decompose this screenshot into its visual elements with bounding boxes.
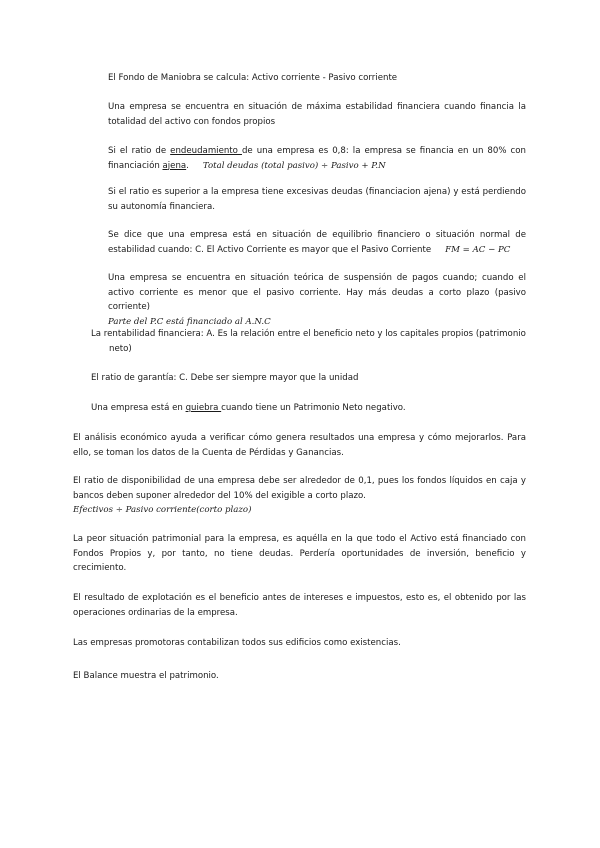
- paragraph-equilibrio-financiero: [108, 228, 526, 257]
- text-segment: cuando tiene un Patrimonio Neto negativo.: [221, 403, 406, 413]
- underlined-term-quiebra: quiebra: [185, 403, 222, 413]
- paragraph-ratio-garantia: El ratio de garantía: C. Debe ser siempre mayor que la unidad: [91, 373, 359, 383]
- text-segment: Una empresa se encuentra en situación teórica de suspensión de pagos cuando; cuando el activo corriente es menor que el pasivo corriente. Hay más deudas a corto plazo (pasivo corriente): [108, 273, 526, 312]
- formula-fondo-maniobra: FM = AC − PC: [445, 244, 511, 255]
- paragraph-empresas-promotoras: Las empresas promotoras contabilizan todos sus edificios como existencias.: [73, 638, 401, 648]
- underlined-term-endeudamiento: endeudamiento: [170, 146, 242, 156]
- paragraph-rentabilidad-financiera: La rentabilidad financiera: A. Es la relación entre el beneficio neto y los capitales propios (patrimonio neto): [91, 329, 526, 354]
- paragraph-balance: El Balance muestra el patrimonio.: [73, 671, 219, 681]
- formula-suspension-pagos: Parte del P.C está financiado al A.N.C: [108, 316, 271, 327]
- paragraph-suspension-pagos: [108, 271, 526, 329]
- text-segment: Si el ratio de: [108, 146, 171, 156]
- paragraph-ratio-disponibilidad: [73, 474, 526, 518]
- text-segment: Se dice que una empresa está en situación de equilibrio financiero o situación normal de estabilidad cuando: C. El Activo Corriente es mayor que el Pasivo Corriente: [108, 230, 526, 255]
- text-segment: El ratio de disponibilidad de una empresa debe ser alrededor de 0,1, pues los fondos líquidos en caja y bancos deben suponer alrededor del 10% del exigible a corto plazo.: [73, 476, 526, 501]
- text-segment: Una empresa está en: [91, 403, 186, 413]
- paragraph-resultado-explotacion: El resultado de explotación es el beneficio antes de intereses e impuestos, esto es, el obtenido por las operaciones ordinarias de la empresa.: [73, 593, 526, 618]
- paragraph-ratio-superior: Si el ratio es superior a la empresa tiene excesivas deudas (financiacion ajena) y está perdiendo su autonomía financiera.: [108, 187, 526, 212]
- paragraph-analisis-economico: El análisis económico ayuda a verificar cómo genera resultados una empresa y cómo mejorarlos. Para ello, se toman los datos de la Cuenta de Pérdidas y Ganancias.: [73, 433, 526, 458]
- text-segment: de una empresa es 0,8: la empresa se financia en un 80% con financiación: [108, 146, 526, 171]
- paragraph-quiebra: [91, 401, 531, 416]
- paragraph-peor-situacion: La peor situación patrimonial para la empresa, es aquélla en la que todo el Activo está financiado con Fondos Propios y, por tanto, no tiene deudas. Perdería oportunidades de inversión, beneficio y crecimiento.: [73, 534, 526, 573]
- formula-disponibilidad: Efectivos ÷ Pasivo corriente(corto plazo): [73, 505, 252, 515]
- paragraph-estabilidad-financiera: Una empresa se encuentra en situación de máxima estabilidad financiera cuando financia la totalidad del activo con fondos propios: [108, 102, 526, 127]
- paragraph-ratio-endeudamiento: [108, 144, 526, 173]
- paragraph-fondo-maniobra: El Fondo de Maniobra se calcula: Activo corriente - Pasivo corriente: [108, 73, 398, 83]
- underlined-term-ajena: ajena: [162, 160, 187, 171]
- formula-endeudamiento: Total deudas (total pasivo) ÷ Pasivo + P.N: [202, 160, 386, 171]
- text-segment: .: [186, 160, 189, 171]
